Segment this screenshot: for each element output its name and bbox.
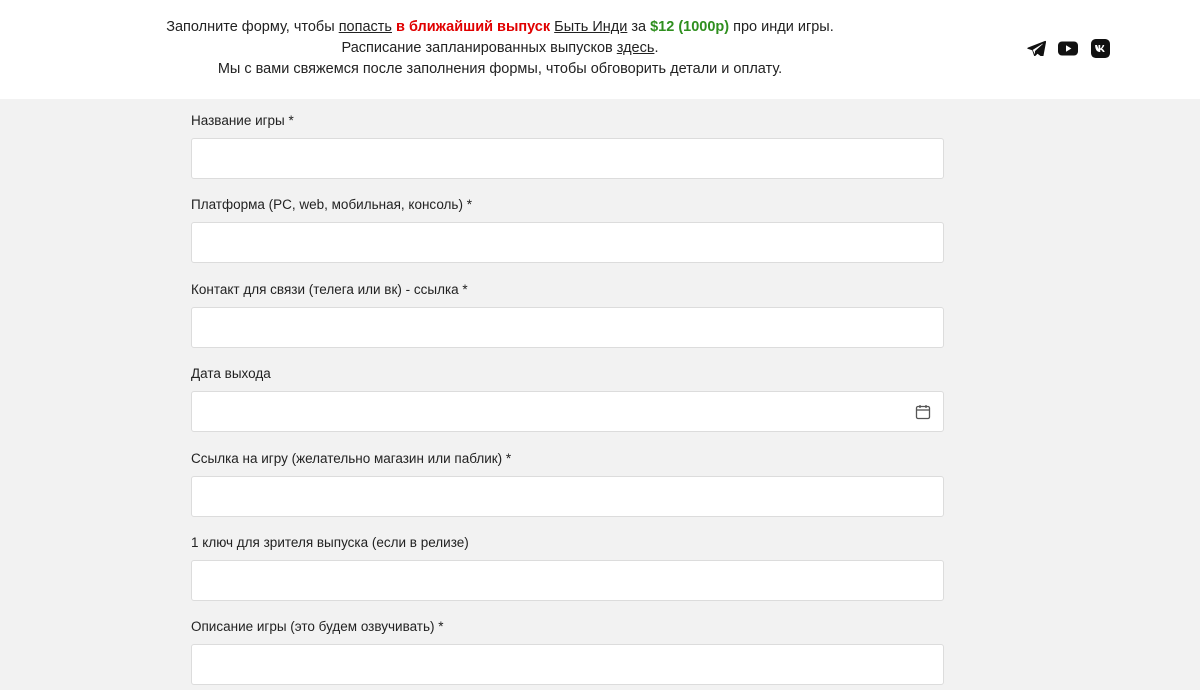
input-box xyxy=(191,391,944,432)
intro-text-segment: про инди игры. xyxy=(729,19,834,35)
field-game-link xyxy=(191,437,944,521)
input-box xyxy=(191,138,944,179)
join-link[interactable]: попасть xyxy=(338,19,392,35)
input-box xyxy=(191,560,944,601)
field-label: Ссылка на игру (желательно магазин или паблик) * xyxy=(191,450,512,466)
input-box xyxy=(191,307,944,348)
field-label: Дата выхода xyxy=(191,366,271,382)
intro-text-segment: за xyxy=(627,19,651,35)
description-input[interactable] xyxy=(192,645,943,684)
intro-line-1 xyxy=(0,17,1000,38)
youtube-icon[interactable] xyxy=(1058,38,1078,58)
field-game-title xyxy=(191,99,944,183)
input-box xyxy=(191,222,944,263)
telegram-icon[interactable] xyxy=(1026,38,1046,58)
field-contact xyxy=(191,268,944,352)
intro-text xyxy=(0,17,1000,80)
social-links xyxy=(1026,38,1110,58)
input-box xyxy=(191,644,944,685)
field-label: 1 ключ для зрителя выпуска (если в релизе) xyxy=(191,534,469,550)
show-link[interactable]: Быть Инди xyxy=(554,19,628,35)
game-link-input[interactable] xyxy=(192,477,943,516)
game-title-input[interactable] xyxy=(192,139,943,178)
platform-input[interactable] xyxy=(192,223,943,262)
next-episode-highlight: в ближайший выпуск xyxy=(391,19,551,35)
viewer-key-input[interactable] xyxy=(192,561,943,600)
field-label: Описание игры (это будем озвучивать) * xyxy=(191,619,444,635)
intro-text-segment: . xyxy=(654,40,659,56)
calendar-icon[interactable] xyxy=(915,404,931,420)
field-description xyxy=(191,605,944,689)
intro-text-segment: Заполните форму, чтобы xyxy=(166,19,339,35)
field-release-date xyxy=(191,352,944,436)
field-label: Название игры * xyxy=(191,113,294,128)
header xyxy=(0,0,1200,99)
intro-text-segment: Расписание запланированных выпусков xyxy=(341,40,617,56)
release-date-input[interactable] xyxy=(192,392,943,431)
input-box xyxy=(191,476,944,517)
schedule-link[interactable]: здесь xyxy=(616,40,655,56)
vk-icon[interactable] xyxy=(1090,38,1110,58)
field-label: Контакт для связи (телега или вк) - ссылка * xyxy=(191,281,468,297)
field-label: Платформа (PC, web, мобильная, консоль) * xyxy=(191,197,472,213)
intro-line-3: Мы с вами свяжемся после заполнения формы, чтобы обговорить детали и оплату. xyxy=(217,61,783,77)
price-text: $12 (1000р) xyxy=(650,19,730,35)
field-viewer-key xyxy=(191,521,944,605)
intro-line-2 xyxy=(0,38,1000,59)
field-platform xyxy=(191,183,944,267)
submission-form xyxy=(191,99,944,690)
contact-input[interactable] xyxy=(192,308,943,347)
